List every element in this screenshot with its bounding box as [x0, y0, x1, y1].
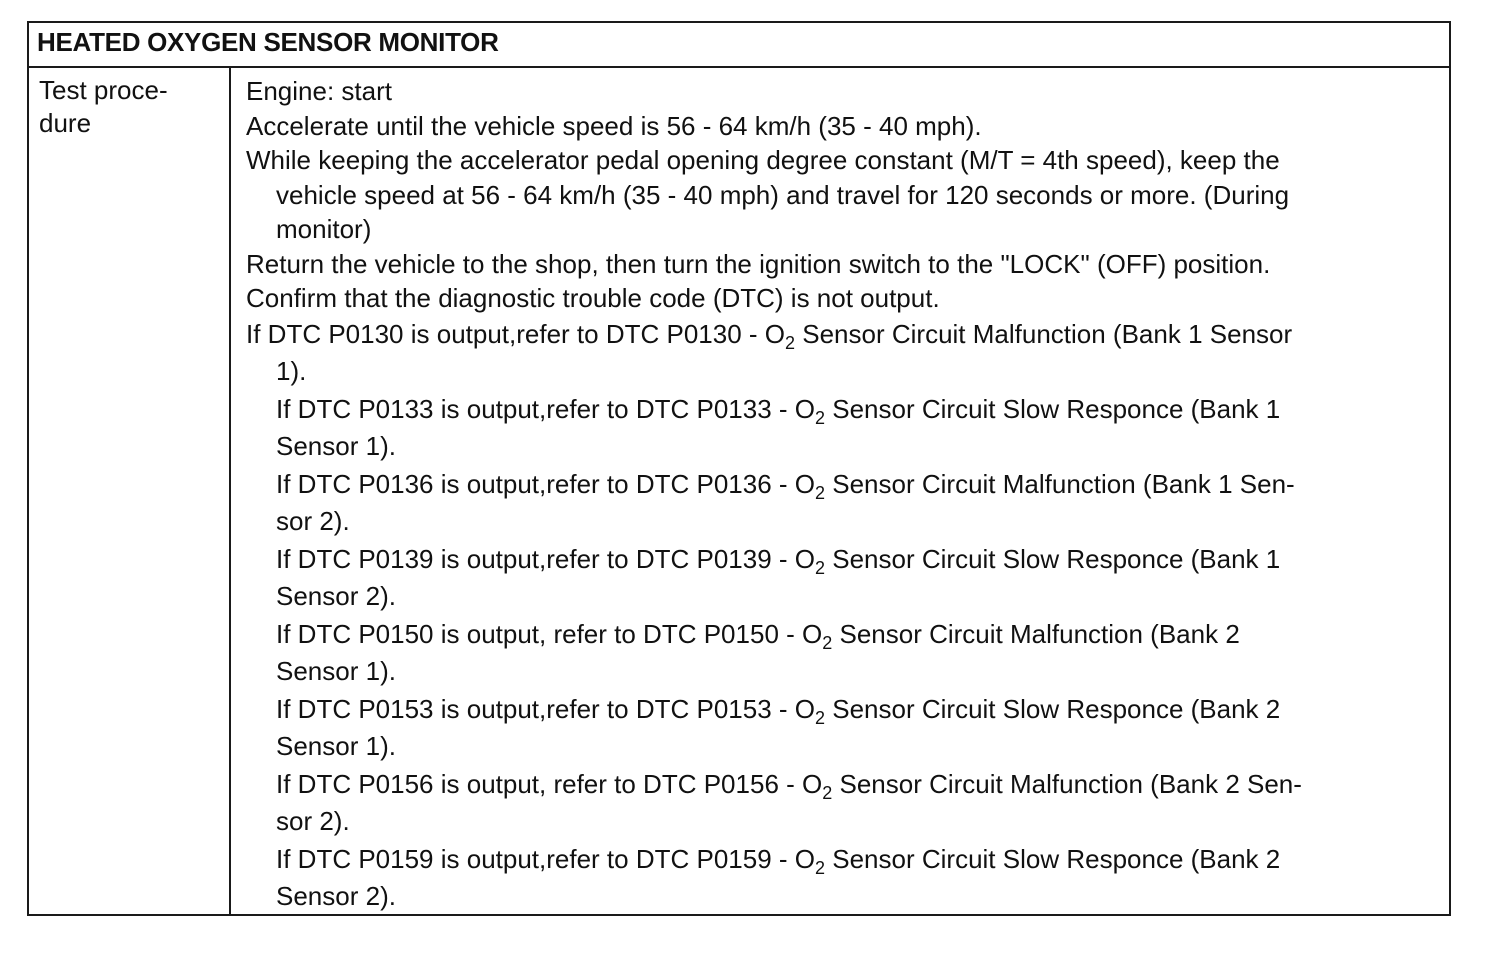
dtc-text-tail: Sensor Circuit Slow Responce (Bank 1 — [825, 393, 1281, 424]
column-divider — [229, 68, 231, 914]
dtc-entry — [246, 841, 1441, 916]
dtc-entry — [246, 691, 1441, 766]
dtc-continuation: Sensor 1). — [276, 656, 396, 686]
dtc-continuation: Sensor 1). — [276, 731, 396, 761]
label-line-1: Test proce- — [39, 75, 168, 105]
dtc-entry — [246, 541, 1441, 616]
step-accelerate: Accelerate until the vehicle speed is 56 - 64 km/h (35 - 40 mph). — [246, 110, 982, 141]
dtc-text-tail: Sensor Circuit Malfunction (Bank 1 Sen- — [825, 468, 1295, 499]
step-engine-start: Engine: start — [246, 76, 392, 106]
dtc-entry — [246, 616, 1441, 691]
dtc-text: If DTC P0156 is output, refer to DTC P0156 - — [276, 768, 803, 799]
dtc-continuation: 1). — [276, 356, 307, 386]
o2-symbol: $O_2$ — [794, 393, 826, 428]
monitor-table — [27, 21, 1451, 916]
dtc-text: If DTC P0133 is output,refer to DTC P0133 - — [276, 393, 795, 424]
dtc-text-tail: Sensor Circuit Slow Responce (Bank 1 — [825, 543, 1281, 574]
dtc-text-tail: Sensor Circuit Malfunction (Bank 2 — [832, 618, 1240, 649]
dtc-entry — [246, 316, 1441, 391]
dtc-entry — [246, 391, 1441, 466]
procedure-cell — [246, 74, 1441, 916]
label-line-2: dure — [39, 108, 92, 138]
dtc-text: If DTC P0159 is output,refer to DTC P0159 - — [276, 843, 795, 874]
dtc-text: If DTC P0139 is output,refer to DTC P0139 - — [276, 543, 795, 574]
o2-symbol: $O_2$ — [802, 768, 833, 803]
dtc-text-tail: Sensor Circuit Slow Responce (Bank 2 — [825, 693, 1281, 724]
step-confirm-dtc: Confirm that the diagnostic trouble code (DTC) is not output. — [246, 283, 940, 313]
dtc-text: If DTC P0153 is output,refer to DTC P0153 - — [276, 693, 795, 724]
dtc-text-tail: Sensor Circuit Slow Responce (Bank 2 — [825, 843, 1281, 874]
dtc-text-tail: Sensor Circuit Malfunction (Bank 1 Sensor — [795, 318, 1293, 349]
o2-symbol: $O_2$ — [794, 543, 826, 578]
dtc-continuation: Sensor 1). — [276, 431, 396, 461]
dtc-text: If DTC P0136 is output,refer to DTC P0136 - — [276, 468, 795, 499]
o2-symbol: $O_2$ — [794, 843, 826, 878]
o2-symbol: $O_2$ — [794, 693, 826, 728]
table-title: HEATED OXYGEN SENSOR MONITOR — [37, 27, 499, 57]
o2-symbol: $O_2$ — [764, 318, 796, 353]
dtc-continuation: sor 2). — [276, 806, 350, 836]
dtc-list — [246, 316, 1441, 916]
step-return-vehicle: Return the vehicle to the shop, then turn the ignition switch to the "LOCK" (OFF) position. — [246, 248, 1271, 279]
dtc-text: If DTC P0150 is output, refer to DTC P0150 - — [276, 618, 803, 649]
table-title-row — [29, 23, 1449, 68]
dtc-text-tail: Sensor Circuit Malfunction (Bank 2 Sen- — [832, 768, 1302, 799]
dtc-text: If DTC P0130 is output,refer to DTC P0130 - — [246, 318, 765, 349]
dtc-entry — [246, 466, 1441, 541]
dtc-continuation: Sensor 2). — [276, 581, 396, 611]
o2-symbol: $O_2$ — [794, 468, 826, 503]
label-cell — [39, 74, 219, 140]
step-keep-speed-line-3: monitor) — [276, 214, 372, 244]
step-keep-speed-line-1: While keeping the accelerator pedal opening degree constant (M/T = 4th speed), keep the — [246, 145, 1280, 175]
step-keep-speed-line-2: vehicle speed at 56 - 64 km/h (35 - 40 mph) and travel for 120 seconds or more. (During — [276, 179, 1290, 210]
o2-symbol: $O_2$ — [802, 618, 833, 653]
dtc-continuation: sor 2). — [276, 506, 350, 536]
dtc-entry — [246, 766, 1441, 841]
dtc-continuation: Sensor 2). — [276, 881, 396, 911]
